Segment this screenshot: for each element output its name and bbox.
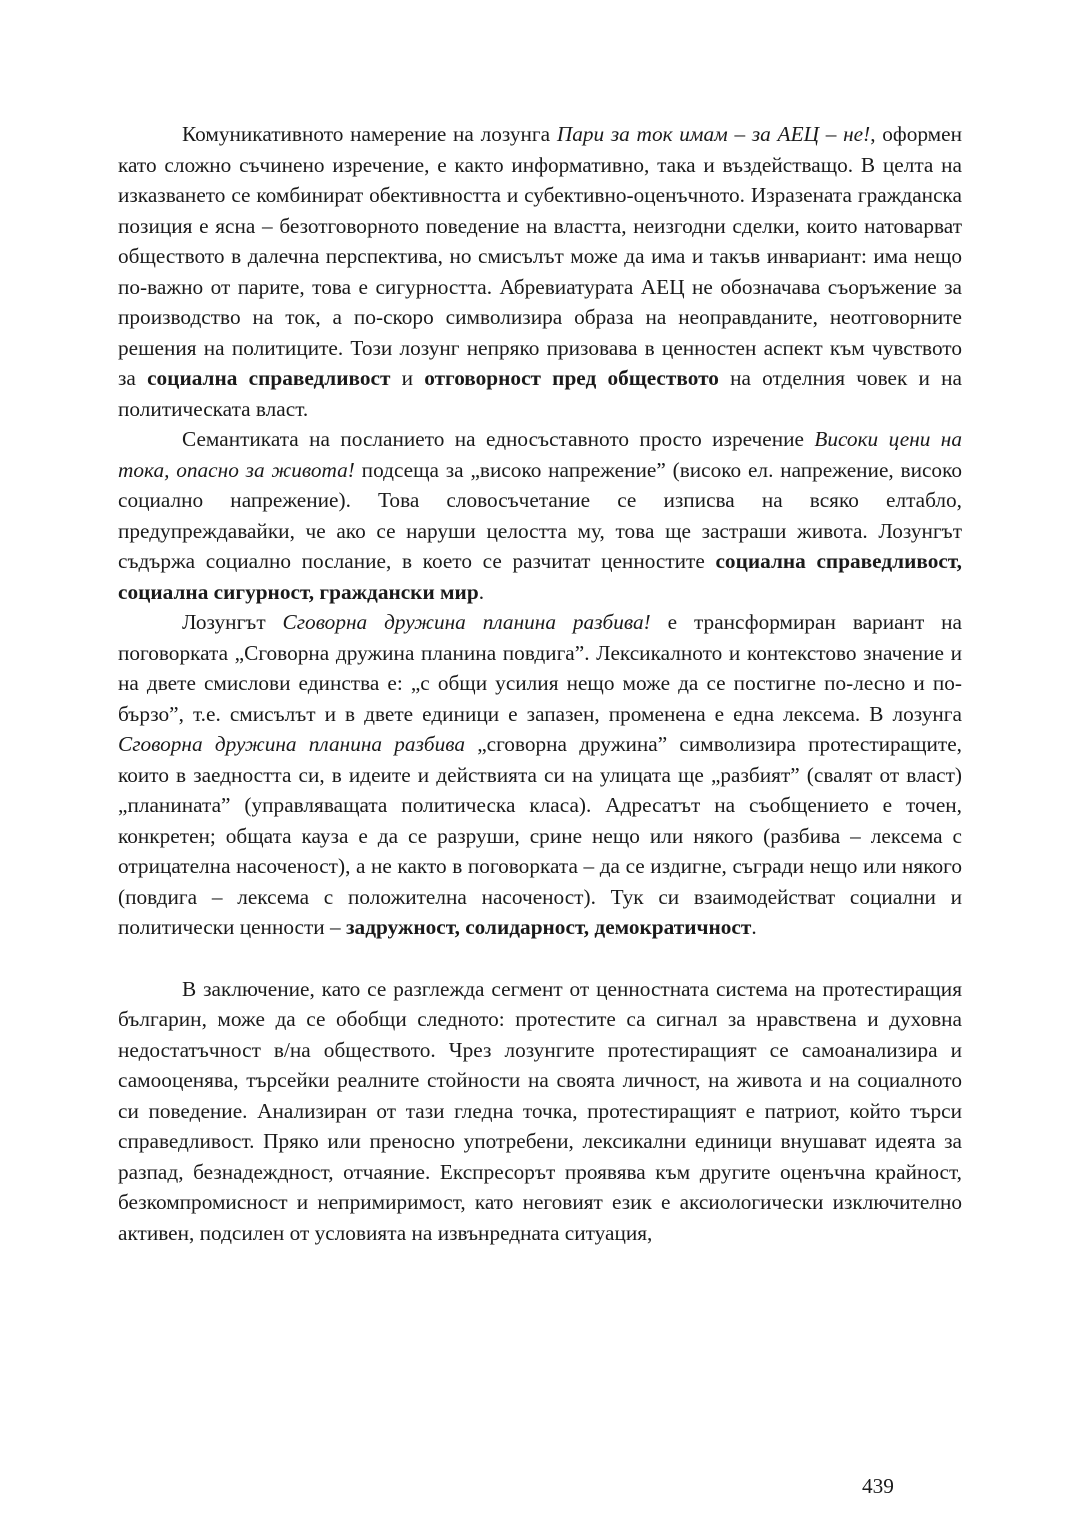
- italic-slogan: Пари за ток имам – за АЕЦ – не!: [556, 122, 871, 146]
- text-segment: е трансформиран вариант на поговорката „Сговорна дружина планина повдига”. Лексикалното и контекстово значение и на двете смислови единства е: „с общи усилия нещо може да се постигне по-лесно и по-бързо”, т.е. смисълът и в двете единици е запазен, променена е една лексема. В лозунга: [118, 610, 963, 726]
- text-segment: подсеща за „високо напрежение” (високо ел. напрежение, високо социално напрежение). Това словосъчетание се изписва на всяко елтабло, предупреждавайки, че ако се наруши целостта му, това ще застраши живота. Лозунгът съдържа социално послание, в което се разчитат ценностите: [118, 457, 962, 573]
- paragraph-3: [118, 607, 962, 943]
- text-segment: .: [751, 915, 757, 939]
- page-number: 439: [862, 1474, 894, 1498]
- text-segment: .: [478, 579, 485, 604]
- paragraph-2: [118, 424, 962, 607]
- bold-value: социална справедливост, социална сигурност, граждански мир: [118, 549, 962, 604]
- text-segment: на отделния човек и на политическата власт.: [118, 366, 962, 421]
- text-segment: „сговорна дружина” символизира протестиращите, които в заедността си, в идеите и действията си на улицата ще „разбият” (свалят от власт) „планината” (управляващата политическа класа). Адресатът на съобщението е точен, конкретен; общата кауза е да се разруши, срине нещо или някого (разбива – лексема с отрицателна насоченост), а не както в поговорката – да се издигне, съгради нещо или някого (повдига – лексема с положителна насоченост). Тук си взаимодействат социални и политически ценности –: [118, 732, 962, 939]
- text-segment: В заключение, като се разглежда сегмент от ценностната система на протестиращия българин, може да се обобщи следното: протестите са сигнал за нравствена и духовна недостатъчност в/на обществото. Чрез лозунгите протестиращият се самоанализира и самооценява, търсейки реалните стойности на своята личност, на живота и на социалното си поведение. Анализиран от тази гледна точка, протестиращият е патриот, който търси справедливост. Пряко или преносно употребени, лексикални единици внушават идеята за разпад, безнадеждност, отчаяние. Експресорът проявява към другите оценъчна крайност, безкомпромисност и непримиримост, като неговият език е аксиологически изключително активен, подсилен от условията на извънредната ситуация,: [118, 976, 962, 1245]
- text-segment: , оформен като сложно съчинено изречение, е както информативно, така и въздействащо. В целта на изказването се комбинират обективността и субективно-оценъчното. Изразената гражданска позиция е ясна – безотговорното поведение на властта, неизгодни сделки, които натоварват обществото в далечна перспектива, но смисълът може да има и такъв инвариант: има нещо по-важно от парите, това е сигурността. Абревиатурата АЕЦ не обозначава съоръжение за производство на ток, а по-скоро символизира образа на неоправданите, неотговорните решения на политиците. Този лозунг непряко призовава в ценностен аспект към чувството за: [118, 122, 962, 390]
- italic-slogan: Сговорна дружина планина разбива!: [282, 610, 651, 634]
- bold-value: задружност, солидарност, демократичност: [346, 915, 752, 939]
- bold-value: социална справедливост: [147, 366, 391, 390]
- text-segment: Комуникативното намерение на лозунга: [182, 122, 557, 146]
- italic-slogan: Високи цени на тока, опасно за живота!: [118, 427, 963, 482]
- italic-slogan: Сговорна дружина планина разбива: [118, 732, 465, 756]
- text-segment: Семантиката на посланието на едносъставното просто изречение: [182, 427, 815, 451]
- paragraph-4: [118, 974, 962, 1249]
- bold-value: отговорност пред обществото: [424, 366, 719, 390]
- text-segment: и: [390, 366, 425, 390]
- text-segment: Лозунгът: [182, 610, 283, 634]
- paragraph-1: [118, 119, 962, 424]
- page-body: [118, 119, 962, 1248]
